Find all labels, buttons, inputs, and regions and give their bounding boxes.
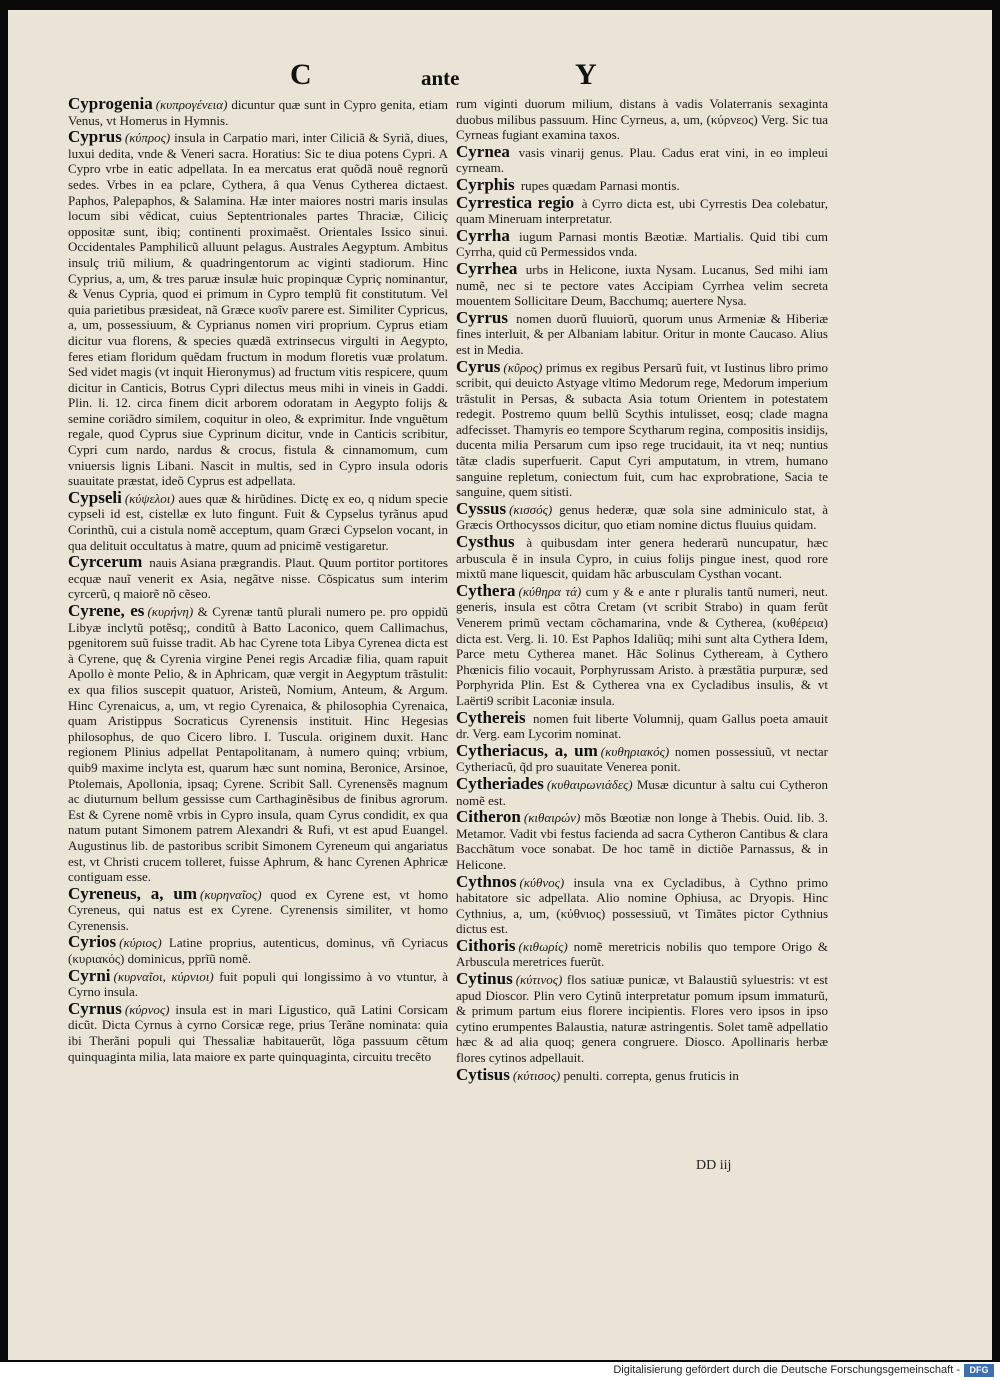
entry-headword: Cyrni [68, 965, 111, 985]
entry-greek: (κισσός) [509, 501, 553, 517]
running-head-letter-right: Y [575, 58, 597, 91]
entry-text: insula in Carpatio mari, inter Ciliciã & Syriã, diues, luxui dedita, vnde & Veneri sacra. Horatius: Sic te diua potens Cypri. A Cypro vrbe in eatic adpellata. In ea mercatus erat quõdã nouẽ regnorũ sedes. Vrbes in ea pclare, Cythera, â qua Venus Cytherea dictaest. Paphos, Palepaphos, & Salamina. Hæ inter maiores nostri maris insulas locum sibi vẽdicat, cuius Septentrionales partes Thraciæ, Ciliciç oppositæ sunt, ibiq; continenti proximaẽst. Orientales Issico sinui. Occidentales Pamphilicũ alluunt pelagus. Australes Aegyptum. Ambitus insulç triũ milium, & quadringentorum ac viginti stadiorum. Hinc Cyprius, a, um, & tres paruæ insulæ huic propinquæ Cypriç nominantur, & Venus Cypria, quod ei primum in Cypro templũ fit constitutum. Vel quia parietibus præsideat, nã Græce κυσῖν parere est. Similiter Cypricus, a, um, possessiuum, & Cyprianus nomen viri proprium. Cyprus etiam dicitur vua florens, & species quædã extrinsecus virgulti in Aegypto, feres etiam floridum quẽdam fructum in modum floretis vuæ prolatum. Sed videt magis (vt inquit Hieronymus) ad fructum vitis respicere, quum dicitur in Canticis, Botrus Cypri dilectus meus mihi in vineis in Gaddi. Plin. li. 12. circa finem dicit arborem odoratam in Aegypto folijs & semine coriãdro similem, coquitur in oleo, & exprimitur. Inde vnguẽtum regale, quod Cyprus siue Cyprinum dicitur, vnde in Canticis scribitur, Cypri cum nardo, nardus & crocus, fistula & cinnamomum, cum vniuersis lignis Libani. Nascit in multis, sed in Cypro insula odoris suauitate præstat, ideõ Cyprus est adpellata. [68, 130, 448, 489]
entry-greek: (κυθαιρωνιάδες) [546, 776, 633, 792]
dictionary-entry [456, 580, 829, 709]
scanned-page [8, 10, 992, 1360]
footer-bar [0, 1362, 1000, 1380]
entry-headword: Cythera [456, 580, 516, 600]
entry-headword: Cyprus [68, 127, 122, 147]
dictionary-entry [456, 498, 828, 533]
entry-text: nomen possessiuũ, vt nectar Cytheriacũ, q̃d pro suauitate Venerea ponit. [456, 743, 828, 775]
dictionary-entry [456, 174, 828, 194]
entry-text: penulti. correpta, genus fruticis in [560, 1067, 739, 1083]
entry-greek: (κυρήνη) [147, 604, 194, 619]
entry-greek: (κύπρος) [124, 130, 171, 146]
left-column [68, 96, 448, 1065]
dictionary-entry [68, 965, 448, 1000]
entry-text: nomen fuit liberte Volumnij, quam Gallus poeta amauit dr. Verg. eam Lycorim nominat. [456, 710, 828, 742]
entry-text: à Cyrro dicta est, ubi Cyrrestis Dea colebatur, quam Mineruam interpretatur. [456, 195, 828, 227]
entry-greek: (κύψελοι) [124, 490, 175, 506]
dfg-logo: DFG [964, 1364, 994, 1377]
entry-text: rupes quædam Parnasi montis. [517, 177, 680, 193]
entry-text: aues quæ & hirũdines. Dictę ex eo, q nidum specie cypseli id est, cistellæ ex luto fingunt. Fuit & Cypselus tyrãnus apud Corinthũ, cui a cistula nomẽ acceptum, quam Græci Cypselon vocant, in qua delituit occultatus à matre, quum ad pnicimẽ vestigaretur. [68, 490, 448, 553]
running-head-letter-left: C [290, 58, 312, 91]
entry-text: quod ex Cyrene est, vt homo Cyreneus, qui natus est ex Cyrene. Cyrenensis similiter, vt homo Cyrenensis. [68, 886, 448, 933]
entry-greek: (κιθωρίς) [518, 938, 568, 954]
entry-greek: (κυθηριακός) [600, 743, 670, 759]
signature-mark: DD iij [696, 1158, 732, 1173]
dictionary-entry [456, 971, 828, 1066]
right-column [456, 96, 828, 1084]
entry-headword: Cyrnea [456, 141, 510, 161]
entry-text: fuit populi qui longissimo à vo vtuntur, à Cyrno insula. [68, 968, 448, 1000]
entry-greek: (κῦρος) [503, 359, 543, 375]
entry-text: flos satiuæ punicæ, vt Balaustiũ syluestris: vt est apud Dioscor. Plin vero Cytinũ interpretatur pomum ipsum immaturũ, & primum partum eius florere incipientis. Flores vero ipsos in ipso cytino erumpentes Balaustia, naturæ astringentis. Solet tamẽ adpellatio hæc & ad alia quoq; genera congruere. Diosco. Apollinaris herbæ flores cytinos adpellauit. [456, 972, 828, 1066]
entry-text: Musæ dicuntur à saltu cui Cytheron nomẽ est. [456, 776, 828, 808]
dictionary-entry [456, 96, 828, 143]
entry-text: cum y & e ante r pluralis tantũ numeri, neut. generis, insula est cõtra Cretam (vt scribit Strabo) in quam ferũt Venerem primũ vectam cõchamarina, vnde & Cytherea, (κυθέρεια) dicta est. Verg. li. 10. Est Paphos Idaliũq; mihi sunt alta Cythera Idem, Parce metu Cytherea manet. Hãc Solinus Cytheream, à Cythero Phœnicis filio vocauit, Porphyrussam Aristo. à præstãtia purpuræ, sed Porphyrida Plin. Est & Cytherea vna ex Cycladibus insulis, & vt Laërti9 scribit Laconiæ insula. [456, 583, 829, 708]
entry-text: & Cyrenæ tantũ plurali numero pe. pro oppidũ Libyæ inclytũ potẽsq;, conditũ à Batto Laconico, quem Callimachus, pgenitorem suũ fuisse tradit. Ab hac Cyrene tota Libya Cyrenea dicta est à Cyrene, quę & Cyrenia virgine Penei regis Arcadiæ filia, quam rapuit Apollo è monte Pelio, & in Aphricam, quæ vergit in Aegyptum trãstulit: ex qua filios suscepit quatuor, Aristeũ, Nomium, Anteum, & Argum. Hinc Cyrenaicus, a, um, vt regio Cyrenaica, & philosophia Cyrenaica, quam Aristippus Socraticus Cyrenensis instituit. Hinc Hegesias philosophus, de quo Cicero libro. I. Tuscula. originem duxit. Hanc regionem Plinius adpellat Pentapolitanam, à numero quinq; vrbium, quib9 maxime inclyta est, quarum hæc sunt nomina, Beronice, Arsinoe, Ptolemais, Apollonia, ipsaq; Cyrene. Scribit Sall. Cyrenensẽs magnum ac diuturnum bellum gessisse cum Carthaginẽsibus de finibus agrorum. Est & Cyrene nomẽ vrbis in Cypro insula, quam Cyrus condidit, ex qua natum putant Simonem patrem Alexandri & Rufi, vt est apud Euangel. Augustinus lib. de pastoribus scribit Simonem Cyreneum qui angariatus est, vt Christi crucem tolleret, fuisse Aphrum, & hanc Cyrenen Aphricæ contiguam esse. [68, 604, 448, 885]
dictionary-entry [68, 96, 448, 128]
entry-text: urbs in Helicone, iuxta Nysam. Lucanus, Sed mihi iam numẽ, nec si te pectore vates Accipiam Cyrrhea velim secreta mouentem Sollicitare Deum, Bacchumq; auertere Nysa. [456, 261, 828, 309]
entry-text: nauis Asiana prægrandis. Plaut. Quum portitor portitores ecquæ nauĩ venerit ex Asia, negãtve nisse. Cõspicatus sum interim cyrcerũ, q maiorẽ nõ cẽseo. [68, 555, 448, 602]
entry-text: nomẽ meretricis nobilis quo tempore Origo & Arbuscula meretrices fuerũt. [456, 938, 828, 970]
entry-text: genus hederæ, quæ sola sine adminiculo stat, à Græcis Orthocyssos dicitur, quo etiam nomine dictus fluuius quidam. [456, 501, 828, 533]
entry-greek: (κύρνος) [124, 1001, 170, 1017]
entry-greek: (κύριος) [119, 935, 162, 951]
running-head-word: ante [421, 66, 460, 90]
dictionary-entry [456, 225, 828, 260]
entry-text: insula vna ex Cycladibus, à Cythno primo habitatore sic adpellata. Alio nomine Ophiusa, ac Dryopis. Hinc Cythnius, a, um, (κύθνιος) possessiuũ, vt Timãtes pictor Cythnius dictus est. [456, 874, 828, 937]
entry-headword: Cyrrestica regio [456, 192, 575, 212]
dictionary-entry [456, 740, 828, 775]
entry-headword: Cytheriacus, a, um [456, 740, 598, 760]
dictionary-entry [456, 534, 828, 582]
entry-text: primus ex regibus Persarũ fuit, vt Iustinus libro primo scribit, qui deuicto Astyage vltimo Medorum rege, Medorum imperium trãstulit in Persas, & subacta Asia totum Orientem in potestatem redegit. Postremo quum bellũ Scythis intulisset, eosq; clade magna adfecisset. Thamyris eo tempore Scytharum regina, compositis insidijs, ducenta milia Persarum cum ipso rege trucidauit, ita vt neq; nuntius tãtæ cladis superfuerit. Caput Cyri amputatum, in vtrem, humano sanguine repletum, coniectum fuit, cum hac exprobratione, Sacia te sanguine, quem sitisti. [456, 359, 828, 500]
entry-headword: Cyrcerum [68, 552, 143, 572]
dictionary-entry [456, 809, 828, 872]
entry-greek: (κυπρογένεια) [155, 97, 228, 112]
dictionary-entry [456, 307, 828, 358]
dictionary-entry [68, 883, 448, 934]
entry-headword: Cytisus [456, 1064, 510, 1084]
dictionary-entry [456, 192, 828, 227]
entry-headword: Cyrus [456, 356, 501, 376]
dictionary-entry [68, 487, 448, 553]
entry-greek: (κύθηρα τά) [518, 583, 582, 599]
entry-headword: Cyreneus, a, um [68, 883, 197, 903]
entry-headword: Cyrios [68, 932, 117, 952]
entry-headword: Citheron [456, 807, 521, 827]
entry-text: dicuntur quæ sunt in Cypro genita, etiam Venus, vt Homerus in Hymnis. [68, 97, 448, 128]
entry-headword: Cytheriades [456, 773, 544, 793]
dictionary-entry [456, 707, 828, 742]
entry-greek: (κυρηναῖος) [200, 886, 262, 902]
dictionary-entry [456, 258, 828, 309]
entry-greek: (κύτισος) [512, 1067, 561, 1083]
entry-greek: (κυρναῖοι, κύρνιοι) [113, 968, 214, 984]
entry-headword: Cypseli [68, 487, 122, 507]
dictionary-entry [68, 998, 448, 1064]
entry-text: nomen duorũ fluuiorũ, quorum unus Armeniæ & Hiberiæ fines interluit, & per Albaniam labitur. Oritur in monte Caucaso. Alius est in Media. [456, 310, 828, 357]
entry-headword: Cytinus [456, 969, 513, 989]
entry-headword: Cysthus [456, 532, 515, 552]
entry-headword: Cyrnus [68, 998, 122, 1018]
entry-text: iugum Parnasi montis Bæotiæ. Martialis. Quid tibi cum Cyrrha, quid cũ Permessidos vnda. [456, 228, 828, 260]
entry-greek: (κύτινος) [515, 972, 563, 988]
entry-headword: Cythereis [456, 707, 526, 727]
entry-greek: (κιθαιρών) [523, 810, 581, 826]
entry-text: mõs Bœotiæ non longe à Thebis. Ouid. lib. 3. Metamor. Vadit vbi festus facienda ad sacra Cytheron Cantibus & clara Bacchãtum voce sonabat. De hoc tamẽ in dictiõe Parnassus, & in Helicone. [456, 810, 828, 872]
entry-headword: Cyrrus [456, 307, 508, 327]
footer-credit-text: Digitalisierung gefördert durch die Deutsche Forschungsgemeinschaft - [613, 1364, 960, 1376]
entry-headword: Cyprogenia [68, 94, 153, 113]
entry-text: à quibusdam inter genera hederarũ nuncupatur, hæc arbuscula ẽ in insula Cypro, in cuius folijs pingue inest, quod rore mixtũ mane liquescit, quidam hãc arbusculam Cysthan vocant. [456, 535, 828, 582]
entry-text: insula est in mari Ligustico, quã Latini Corsicam dicũt. Dicta Cyrnus à cyrno Corsicæ rege, prius Terãne nominata: quia ibi Therãni populi qui Thessaliæ habitauerũt, lõga passuum cẽtum quinquaginta milia, lata maiore ex parte quinquaginta, circuitu trecẽto [68, 1001, 448, 1064]
dictionary-entry [456, 935, 828, 970]
dictionary-entry [456, 356, 828, 500]
dictionary-entry [456, 871, 828, 937]
entry-headword: Cyrrha [456, 225, 510, 245]
entry-greek: (κύθνος) [519, 874, 565, 890]
dictionary-entry [68, 934, 448, 966]
dictionary-entry [456, 1064, 828, 1084]
entry-text: Latine proprius, autenticus, dominus, vñ Cyriacus (κυριακός) dominicus, pprĩũ nomẽ. [68, 935, 448, 967]
dictionary-entry [456, 141, 828, 176]
entry-text: vasis vinarij genus. Plau. Cadus erat vini, in eo impleui cyrneam. [456, 144, 828, 176]
entry-text: rum viginti duorum milium, distans à vadis Volaterranis sexaginta duobus milibus passuum. Hinc Cyrneus, a, um, (κύρνεος) Verg. Sic tua Cyrneas fugiant examina taxos. [456, 96, 828, 143]
entry-headword: Cythnos [456, 871, 517, 891]
entry-headword: Cyrrhea [456, 258, 518, 278]
dictionary-entry [68, 603, 448, 885]
dictionary-entry [68, 554, 448, 602]
entry-headword: Cithoris [456, 935, 516, 955]
entry-headword: Cyrphis [456, 174, 515, 194]
dictionary-entry [68, 129, 448, 489]
entry-headword: Cyssus [456, 498, 507, 518]
dictionary-entry [456, 773, 828, 808]
entry-headword: Cyrene, es [68, 601, 145, 620]
